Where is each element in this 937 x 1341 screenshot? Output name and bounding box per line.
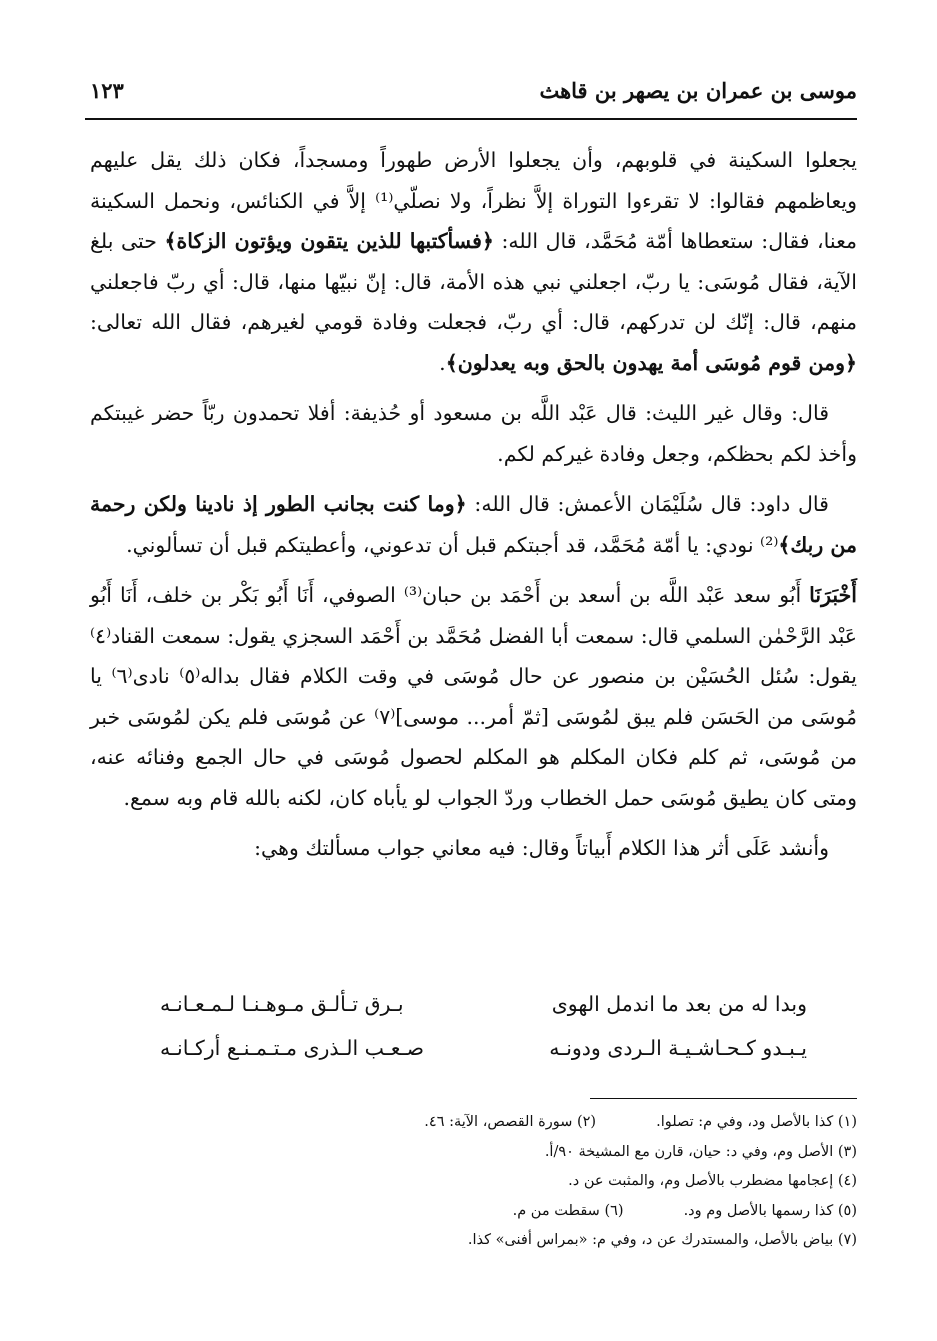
footnote-4: (٤) إعجامها مضطرب بالأصل وم، والمثبت عن د. [568, 1173, 857, 1189]
paragraph-3-text-a: قال داود: قال سُلَيْمَان الأعمش: قال الله: [474, 492, 829, 516]
footnote-row [150, 1108, 857, 1138]
footnotes-divider [590, 1098, 857, 1099]
paragraph-1-text-b: حتى بلغ الآية، فقال مُوسَى: يا ربّ، اجعلني نبي هذه الأمة، قال: إنّ نبيّها منها، قال: أي ربّ فاجعلني منهم، قال: إنّك لن تدركهم، قال: أي ربّ، فجعلت وفادة قومي لغيرهم، فقال الله تعالى: [90, 229, 857, 334]
footnotes [150, 1108, 857, 1256]
main-text [90, 140, 857, 879]
poem-hemistich-second: بـرق تـألـق مـوهـنـا لـمـعـانـه [160, 992, 404, 1016]
poem-verse [160, 982, 807, 1026]
quran-quote-2: ﴿ومن قوم مُوسَى أمة يهدون بالحق وبه يعدلون﴾ [445, 350, 857, 375]
paragraph-2: قال: وقال غير الليث: قال عَبْد اللَّه بن مسعود أو حُذيفة: أفلا تحمدون ربّاً حضر غيبتكم وأخذ لكم بحظكم، وجعل وفادة غيركم لكم. [90, 401, 857, 466]
paragraph-3-text-b: ⁽²⁾ نودي: يا أمّة مُحَمَّد، قد أجبتكم قبل أن تدعوني، وأعطيتكم قبل أن تسألوني. [126, 532, 779, 557]
footnote-7: (٧) بياض بالأصل، والمستدرك عن د، وفي م: «بمراس أفنى» كذا. [467, 1232, 857, 1248]
footnote-2: (٢) سورة القصص، الآية: ٤٦. [424, 1114, 597, 1130]
poem-hemistich-first: يـبـدو كـحـاشـيـة الـردى ودونـه [549, 1036, 807, 1060]
quran-quote-3: ﴿وما كنت بجانب الطور إذ نادينا ولكن رحمة من ربك﴾ [90, 492, 857, 557]
paragraph-1 [90, 140, 857, 383]
poem-verse [160, 1026, 807, 1070]
header-divider [85, 118, 857, 120]
paragraph-3 [90, 484, 857, 565]
poem-hemistich-second: صـعـب الـذرى مـتـمـنـع أركـانـه [160, 1036, 425, 1060]
paragraph-1-end: . [439, 350, 446, 375]
footnote-6: (٦) سقطت من م. [512, 1202, 624, 1219]
poem-hemistich-first: وبدا له من بعد ما اندمل الهوى [551, 992, 807, 1016]
paragraph-1-text-a: يجعلوا السكينة في قلوبهم، وأن يجعلوا الأرض طهوراً ومسجداً، فكان ذلك يقل عليهم ويعاظمهم فقالوا: لا تقرءوا التوراة إلاَّ نظراً، ولا نصلّي⁽¹⁾ إلاَّ في الكنائس، ونحمل السكينة معنا، فقال: ستعطاها أمّة مُحَمَّد، قال الله: [90, 148, 858, 253]
footnote-row [150, 1197, 857, 1227]
paragraph-5: وأنشد عَلَى أثر هذا الكلام أَبياتاً وقال: فيه معاني جواب مسألتك وهي: [254, 836, 829, 860]
footnote-row [150, 1138, 857, 1168]
paragraph-4-text: أَبُو سعد عَبْد اللَّه بن أسعد بن أَحْمَد بن حبان⁽³⁾ الصوفي، أَنَا أَبُو بَكْر بن خلف، أَنَا أَبُو عَبْد الرَّحْمٰن السلمي قال: سمعت أبا الفضل مُحَمَّد بن أَحْمَد السجزي يقول: سمعت القناد⁽٤⁾ يقول: سُئل الحُسَيْن بن منصور عن حال مُوسَى في وقت الكلام فقال بداله⁽٥⁾ نادى⁽٦⁾ يا مُوسَى من الحَسَن فلم يبق لمُوسَى [ثمّ أمر... موسى]⁽٧⁾ عن مُوسَى فلم يكن لمُوسَى خبر من مُوسَى، ثم كلم فكان المكلم هو المكلم لحصول مُوسَى في حال الجمع وفنائه عنه، ومتى كان يطيق مُوسَى حمل الخطاب وردّ الجواب لو يأباه كان، لكنه بالله قام وبه سمع. [90, 583, 857, 810]
poem [160, 982, 807, 1070]
running-header [90, 72, 857, 112]
footnote-row [150, 1226, 857, 1256]
page-number: ١٢٣ [90, 78, 124, 103]
isnad-lead: أَخْبَرَنَا [809, 583, 857, 607]
quran-quote-1: ﴿فسأكتبها للذين يتقون ويؤتون الزكاة﴾ [164, 229, 494, 253]
footnote-1: (١) كذا بالأصل ود، وفي م: تصلوا. [656, 1114, 857, 1130]
paragraph-4 [90, 575, 857, 818]
footnote-5: (٥) كذا رسمها بالأصل وم ود. [683, 1202, 857, 1219]
header-title: موسى بن عمران بن يصهر بن قاهث [539, 78, 857, 103]
footnote-3: (٣) الأصل وم، وفي د: حيان، قارن مع المشيخة ٩٠/أ. [544, 1143, 857, 1160]
footnote-row [150, 1167, 857, 1197]
